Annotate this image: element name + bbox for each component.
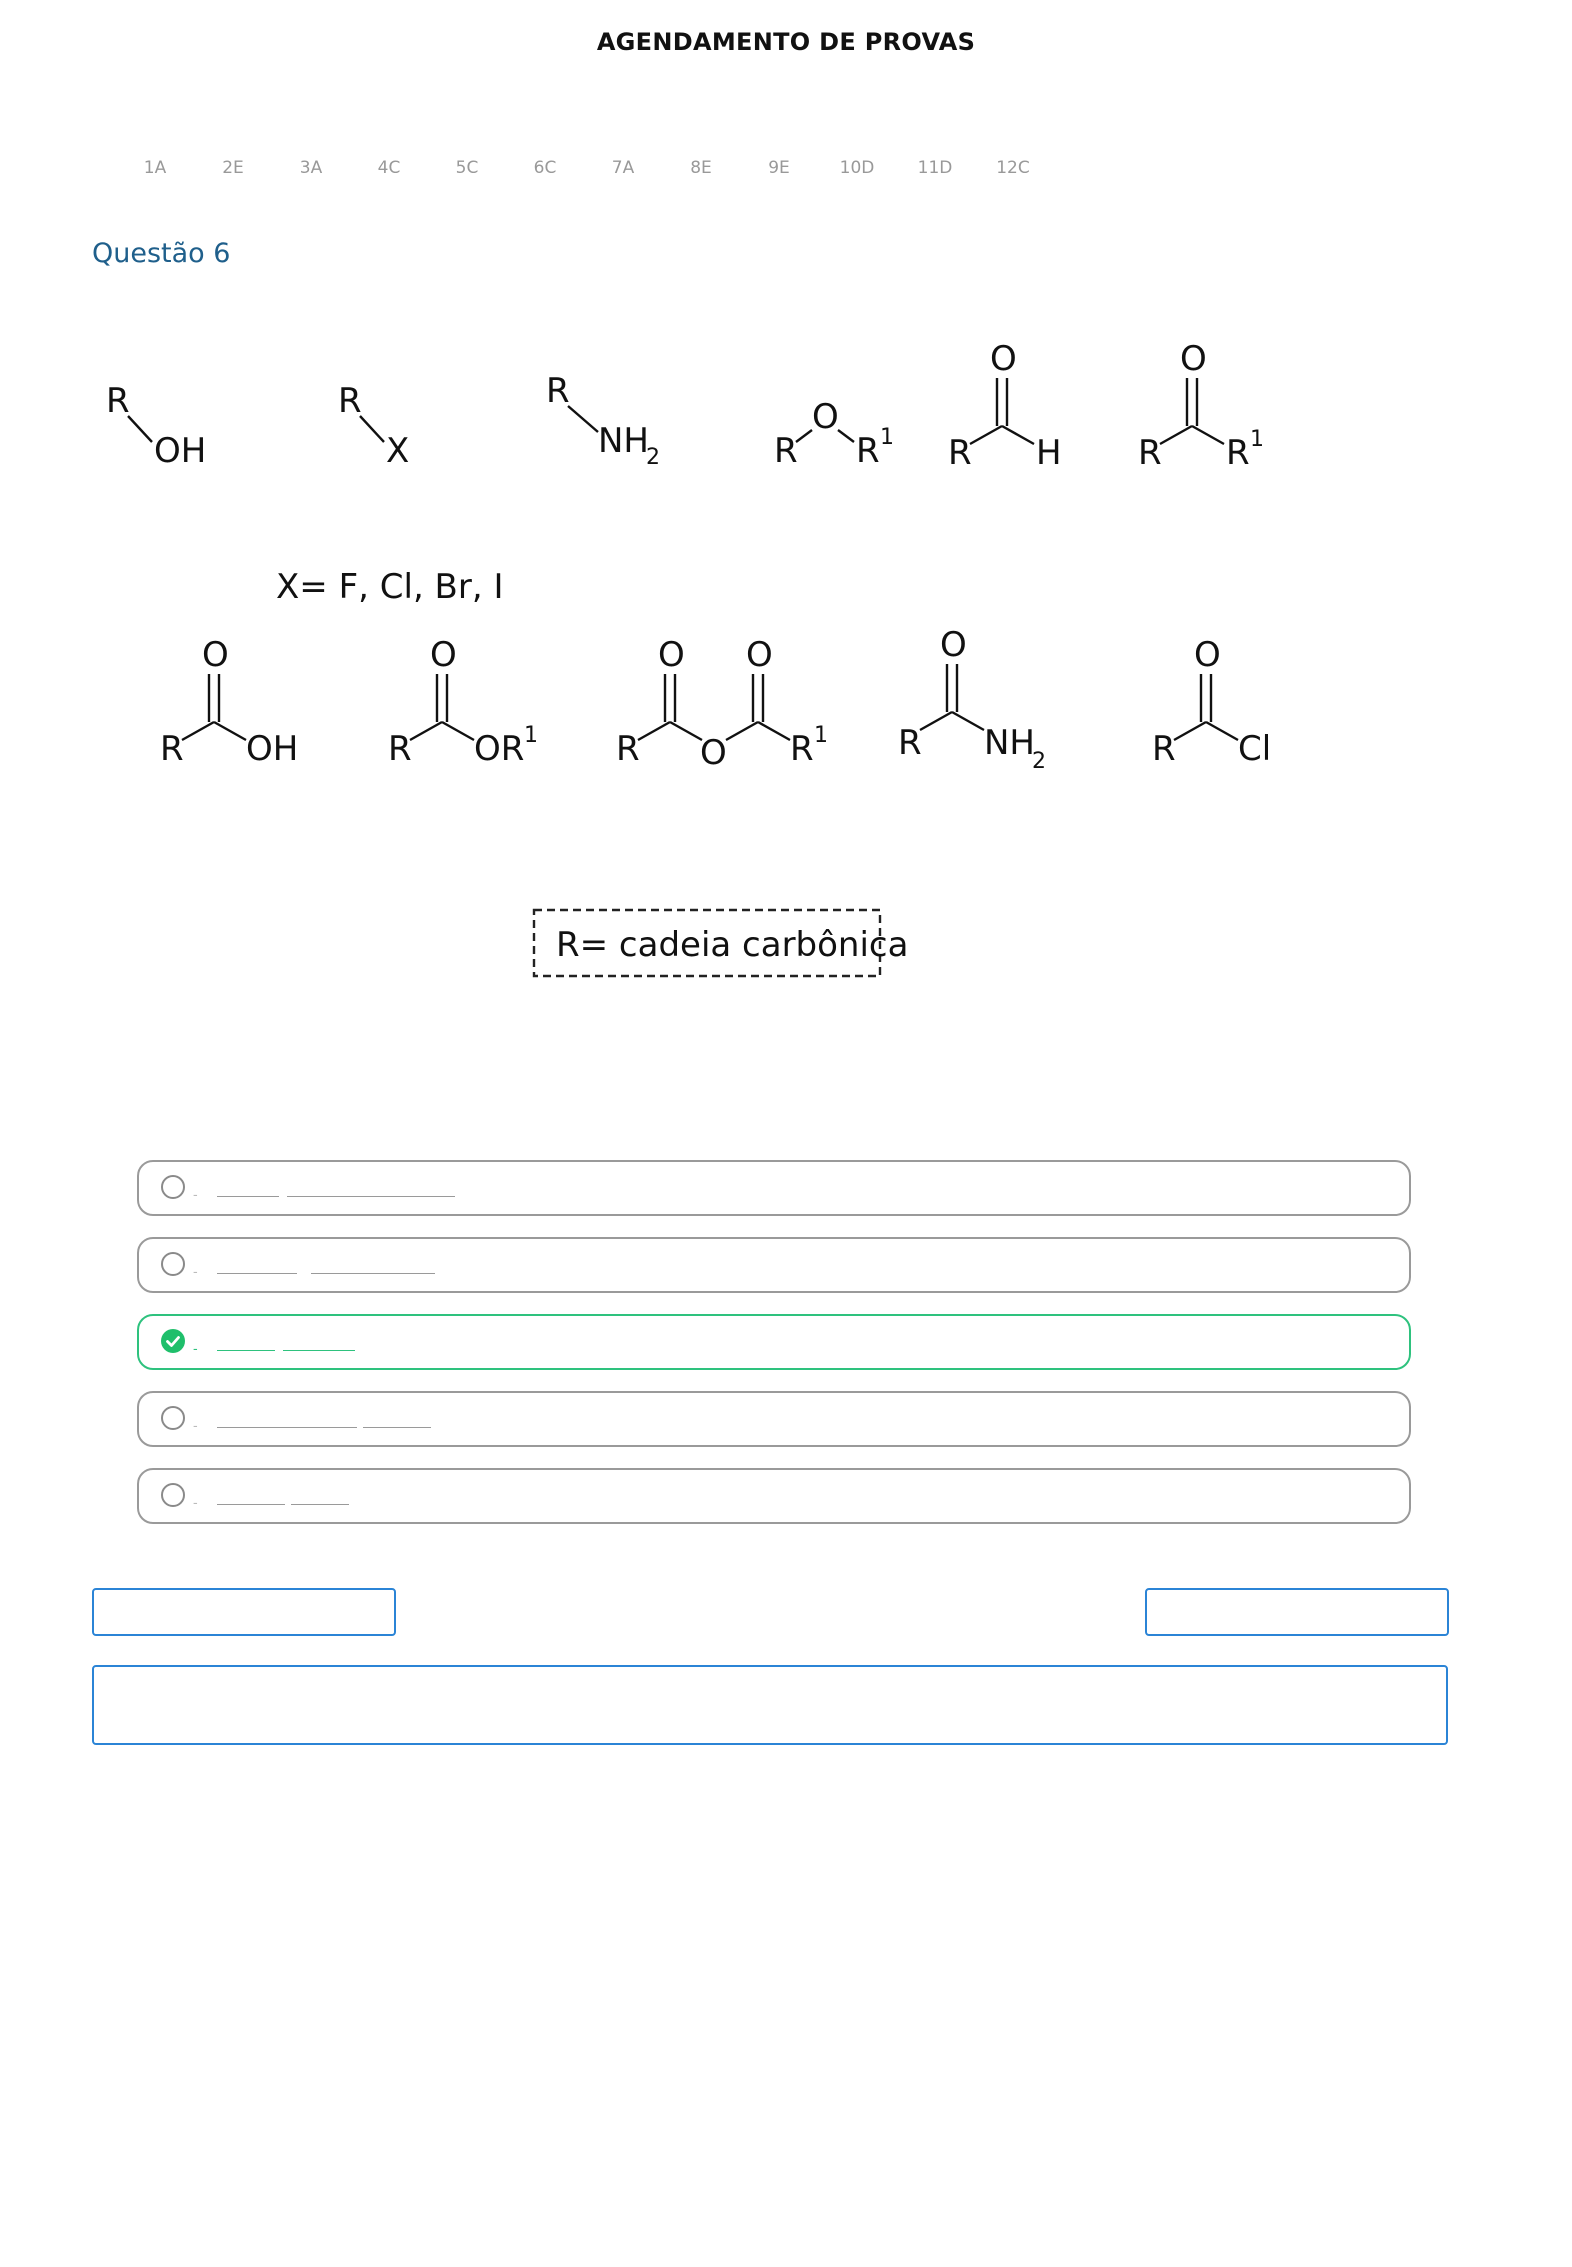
svg-text:O: O	[700, 733, 727, 773]
svg-text:R: R	[774, 431, 798, 471]
option-text-line	[217, 1196, 279, 1197]
svg-text:R: R	[160, 729, 184, 769]
svg-text:Cl: Cl	[1238, 729, 1272, 769]
check-circle-icon[interactable]	[161, 1329, 185, 1353]
option-text-line	[311, 1273, 435, 1274]
page-title: AGENDAMENTO DE PROVAS	[596, 28, 976, 56]
finish-exam-button[interactable]	[92, 1665, 1448, 1745]
svg-text:1: 1	[814, 723, 828, 748]
option-marker: -	[193, 1340, 198, 1356]
svg-text:R: R	[898, 723, 922, 763]
question-nav-item-12[interactable]: 12C	[996, 158, 1030, 178]
option-text-line	[217, 1427, 357, 1428]
anhydride-structure	[616, 635, 828, 773]
svg-text:2: 2	[1032, 749, 1046, 774]
ketone-structure	[1138, 339, 1264, 473]
functional-groups-structures	[90, 330, 1350, 1030]
previous-question-button[interactable]	[92, 1588, 396, 1636]
functional-groups-figure	[90, 330, 1350, 1030]
option-text-line	[283, 1350, 355, 1351]
option-text-line	[363, 1427, 431, 1428]
question-nav-item-5[interactable]: 5C	[455, 158, 479, 178]
acyl-chloride-structure	[1152, 635, 1271, 769]
question-title: Questão 6	[92, 238, 231, 269]
option-text-line	[217, 1273, 297, 1274]
svg-text:R: R	[338, 381, 362, 421]
carboxylic-acid-structure	[160, 635, 298, 769]
svg-text:R: R	[1226, 433, 1250, 473]
svg-text:1: 1	[880, 425, 894, 450]
haloalkane-structure	[338, 381, 409, 471]
option-text-line	[287, 1196, 455, 1197]
halogen-note: X= F, Cl, Br, I	[276, 567, 504, 607]
svg-text:1: 1	[524, 723, 538, 748]
svg-text:2: 2	[646, 445, 660, 470]
question-nav-item-7[interactable]: 7A	[611, 158, 635, 178]
option-marker: -	[193, 1417, 198, 1433]
question-nav-item-8[interactable]: 8E	[690, 158, 712, 178]
answer-option-1[interactable]	[137, 1160, 1411, 1216]
question-nav-item-9[interactable]: 9E	[768, 158, 790, 178]
svg-text:R: R	[790, 729, 814, 769]
question-nav-item-4[interactable]: 4C	[377, 158, 401, 178]
svg-text:O: O	[990, 339, 1017, 379]
alcohol-structure	[106, 381, 206, 471]
svg-text:R: R	[106, 381, 130, 421]
svg-text:O: O	[746, 635, 773, 675]
ether-structure	[774, 397, 894, 471]
svg-text:X: X	[386, 431, 410, 471]
svg-text:R: R	[948, 433, 972, 473]
question-nav-item-3[interactable]: 3A	[299, 158, 323, 178]
svg-text:1: 1	[1250, 427, 1264, 452]
svg-text:R: R	[856, 431, 880, 471]
answer-option-2[interactable]	[137, 1237, 1411, 1293]
svg-text:O: O	[1180, 339, 1207, 379]
svg-text:H: H	[1036, 433, 1062, 473]
question-nav-item-1[interactable]: 1A	[143, 158, 167, 178]
radio-icon[interactable]	[161, 1252, 185, 1276]
option-marker: -	[193, 1494, 198, 1510]
next-question-button[interactable]	[1145, 1588, 1449, 1636]
svg-text:R: R	[1152, 729, 1176, 769]
ester-structure	[388, 635, 538, 769]
option-text-line	[217, 1504, 285, 1505]
option-text-line	[217, 1350, 275, 1351]
option-marker: -	[193, 1263, 198, 1279]
svg-text:O: O	[940, 625, 967, 665]
svg-text:OH: OH	[246, 729, 299, 769]
answer-option-3[interactable]	[137, 1314, 1411, 1370]
radio-icon[interactable]	[161, 1483, 185, 1507]
svg-text:O: O	[812, 397, 839, 437]
svg-text:OH: OH	[154, 431, 207, 471]
svg-text:R: R	[546, 371, 570, 411]
legend-text: R= cadeia carbônica	[556, 925, 909, 965]
question-nav-item-11[interactable]: 11D	[917, 158, 953, 178]
amine-structure	[546, 371, 660, 470]
option-marker: -	[193, 1186, 198, 1202]
amide-structure	[898, 625, 1046, 774]
svg-text:O: O	[1194, 635, 1221, 675]
question-nav-item-10[interactable]: 10D	[839, 158, 875, 178]
question-nav-item-2[interactable]: 2E	[222, 158, 244, 178]
svg-text:R: R	[388, 729, 412, 769]
svg-text:NH: NH	[984, 723, 1035, 763]
svg-text:R: R	[616, 729, 640, 769]
radio-icon[interactable]	[161, 1175, 185, 1199]
svg-text:NH: NH	[598, 421, 649, 461]
svg-text:R: R	[1138, 433, 1162, 473]
answer-option-4[interactable]	[137, 1391, 1411, 1447]
aldehyde-structure	[948, 339, 1062, 473]
option-text-line	[291, 1504, 349, 1505]
svg-text:O: O	[658, 635, 685, 675]
answer-option-5[interactable]	[137, 1468, 1411, 1524]
question-nav-item-6[interactable]: 6C	[533, 158, 557, 178]
svg-text:O: O	[202, 635, 229, 675]
svg-text:O: O	[430, 635, 457, 675]
radio-icon[interactable]	[161, 1406, 185, 1430]
svg-text:OR: OR	[474, 729, 525, 769]
